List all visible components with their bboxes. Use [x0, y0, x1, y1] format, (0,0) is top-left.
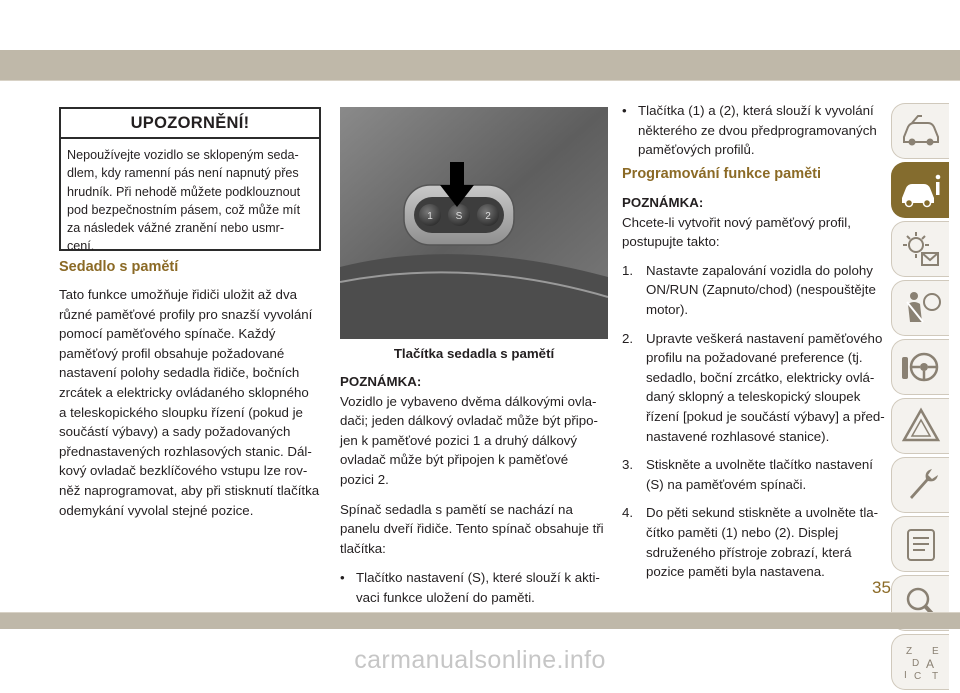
text-line: • Tlačítko nastavení (S), které slouží k akti-	[356, 570, 600, 586]
text-line: jen k paměťové pozici 1 a druhý dálkový	[340, 432, 578, 448]
text-line: za následek vážné zranění nebo usmr-	[67, 221, 285, 236]
text-line: Vozidlo je vybaveno dvěma dálkovými ovla-	[340, 393, 597, 409]
tab-car-overview[interactable]	[891, 103, 949, 159]
car-info-icon	[898, 170, 944, 210]
airbag-seatbelt-icon	[898, 288, 944, 328]
bullet-item-memory-buttons	[622, 101, 888, 160]
tab-warning-lights[interactable]	[891, 221, 949, 277]
svg-text:T: T	[931, 671, 938, 682]
text-line: cení.	[67, 239, 95, 254]
tab-specifications[interactable]	[891, 516, 949, 572]
page-number: 35	[872, 578, 891, 597]
note-label: POZNÁMKA:	[622, 195, 704, 210]
text-line: Chcete-li vytvořit nový paměťový profil,	[622, 214, 851, 230]
text-line: hrudník. Při nehodě můžete podklouznout	[67, 184, 301, 199]
bullet-item-set-button	[340, 568, 606, 607]
tab-airbag-seatbelt[interactable]	[891, 280, 949, 336]
set-button-label: S	[455, 211, 463, 222]
step-number: 2.	[622, 330, 634, 346]
text-line: odemykání vyvolal stejné pozice.	[59, 502, 254, 518]
warning-lights-icon	[898, 229, 944, 269]
text-line: pomocí paměťového spínače. Každý	[59, 326, 276, 342]
text-line: přednastavených rozhlasových stanic. Dál-	[59, 443, 312, 459]
text-line: ovladač může být připojen k paměťové	[340, 452, 569, 468]
text-line: paměťových profilů.	[638, 142, 755, 158]
text-line: Stiskněte a uvolněte tlačítko nastavení	[646, 457, 873, 473]
roadside-triangle-icon	[898, 406, 944, 446]
section-heading-programming: Programování funkce paměti	[622, 166, 822, 182]
text-line: • Tlačítka (1) a (2), která slouží k vyvolání	[638, 103, 874, 118]
text-line: Spínač sedadla s pamětí se nachází na	[340, 501, 573, 517]
warning-title: UPOZORNĚNÍ!	[61, 109, 319, 139]
column-3	[622, 101, 888, 160]
footer-band	[0, 613, 960, 629]
text-line: čítko paměti (1) nebo (2). Displej	[646, 524, 839, 540]
photo-caption: Tlačítka sedadla s pamětí	[393, 346, 555, 361]
text-line: pozice paměti byla nastavena.	[646, 564, 825, 580]
button-1-label: 1	[427, 211, 433, 222]
tab-service[interactable]	[891, 457, 949, 513]
header-rule	[0, 80, 960, 81]
text-line: Do pěti sekund stiskněte a uvolněte tla-	[646, 505, 879, 521]
text-line: tlačítka:	[340, 540, 386, 556]
text-line: Tato funkce umožňuje řidiči uložit až dva	[59, 287, 297, 302]
text-line: dlem, kdy ramenní pás není napnutý přes	[67, 166, 299, 181]
text-line: a teleskopického sloupku řízení (pokud je	[59, 404, 303, 420]
text-line: něž naprogramovat, aby při stisknutí tlačítka	[59, 482, 320, 498]
step-number: 3.	[622, 457, 634, 473]
svg-text:A: A	[925, 657, 934, 671]
wrench-service-icon	[898, 465, 944, 505]
text-line: kový ovladač bezklíčového vstupu lze rov-	[59, 463, 308, 479]
step-2	[622, 329, 888, 447]
text-line: nastavené rozhlasové stanice).	[646, 428, 830, 444]
text-line: vaci funkce uložení do paměti.	[356, 589, 535, 605]
text-line: dači; jeden dálkový ovladač může být připo-	[340, 413, 598, 429]
step-number: 4.	[622, 505, 634, 521]
tab-steering[interactable]	[891, 339, 949, 395]
car-overview-icon	[898, 111, 944, 151]
step-3	[622, 455, 888, 494]
text-line: ON/RUN (Zapnuto/chod) (nespouštějte	[646, 282, 876, 298]
text-line: paměťový profil obsahuje požadované	[59, 345, 285, 361]
text-line: panelu dveří řidiče. Tento spínač obsahuje tři	[340, 521, 604, 537]
svg-text:I: I	[903, 670, 907, 681]
svg-text:C: C	[913, 671, 921, 682]
text-line: pod bezpečnostním pásem, což může mít	[67, 202, 301, 217]
button-2-label: 2	[485, 211, 491, 222]
text-line: profilu na požadované preference (tj.	[646, 350, 863, 366]
svg-text:D: D	[911, 658, 919, 669]
text-line: daný sklopný a teleskopický sloupek	[646, 389, 861, 405]
steering-wheel-icon	[898, 347, 944, 387]
column-2	[340, 372, 606, 608]
text-line: Upravte veškerá nastavení paměťového	[646, 330, 883, 346]
text-line: Nastavte zapalování vozidla do polohy	[646, 262, 873, 278]
svg-text:E: E	[931, 646, 939, 657]
text-line: Nepoužívejte vozidlo se sklopeným seda-	[67, 148, 299, 162]
step-1	[622, 261, 888, 320]
watermark: carmanualsonline.info	[354, 646, 606, 674]
text-line: sedadlo, boční zrcátko, elektricky ovlá-	[646, 369, 875, 385]
svg-text:Z: Z	[905, 646, 912, 657]
chapter-tabs	[891, 103, 949, 693]
tab-car-info[interactable]	[891, 162, 949, 218]
header-band	[0, 50, 960, 80]
memory-seat-buttons-photo	[340, 107, 608, 339]
warning-box	[59, 107, 321, 254]
text-line: sdruženého přístroje zobrazí, která	[646, 544, 852, 560]
text-line: řízení [pokud je součástí výbavy] a před-	[646, 408, 885, 424]
tab-roadside[interactable]	[891, 398, 949, 454]
text-line: nastavení polohy sedadla řidiče, bočních	[59, 365, 300, 381]
text-line: různé paměťové profily pro snazší vyvolání	[59, 306, 313, 322]
text-line: pozici 2.	[340, 471, 389, 487]
programming-steps	[622, 193, 888, 582]
text-line: postupujte takto:	[622, 234, 720, 250]
intro-paragraph	[59, 285, 321, 520]
text-line: (S) na paměťovém spínači.	[646, 476, 807, 492]
text-line: součástí výbavy) a sady požadovaných	[59, 424, 291, 440]
text-line: některého ze dvou předprogramovaných	[638, 122, 877, 138]
step-4	[622, 503, 888, 581]
step-number: 1.	[622, 262, 634, 278]
note-label: POZNÁMKA:	[340, 374, 422, 389]
warning-text	[61, 139, 319, 256]
specifications-icon	[898, 524, 944, 564]
text-line: motor).	[646, 301, 689, 317]
text-line: zrcátek a elektricky ovládaného sklopného	[59, 384, 309, 400]
section-heading-memory-seat: Sedadlo s pamětí	[59, 259, 179, 275]
